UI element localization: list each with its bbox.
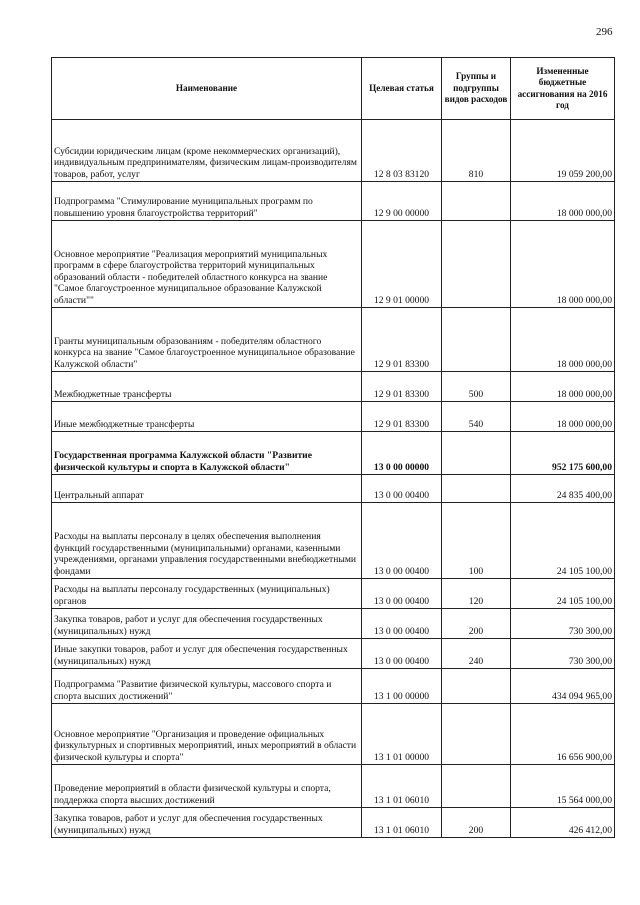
row-group: 500 <box>442 372 511 402</box>
table-row <box>52 639 615 669</box>
table-row <box>52 503 615 579</box>
row-code: 12 8 03 83120 <box>362 120 442 182</box>
row-name: Иные межбюджетные трансферты <box>52 402 362 432</box>
row-group: 100 <box>442 503 511 579</box>
table-row <box>52 475 615 503</box>
table-row <box>52 808 615 838</box>
row-amount: 426 412,00 <box>511 808 615 838</box>
row-amount: 15 564 000,00 <box>511 765 615 808</box>
page-number: 296 <box>596 26 613 38</box>
row-name: Основное мероприятие "Организация и проведение официальных физкультурных и спортивных мероприятий, иных мероприятий в области физической культуры и спорта" <box>52 704 362 765</box>
table-row <box>52 182 615 221</box>
table-row <box>52 704 615 765</box>
header-budget-amount: Измененные бюджетные ассигнования на 2016 год <box>511 58 615 120</box>
row-group <box>442 669 511 704</box>
row-group: 200 <box>442 808 511 838</box>
row-name: Иные закупки товаров, работ и услуг для обеспечения государственных (муниципальных) нужд <box>52 639 362 669</box>
table-header-row <box>52 58 615 120</box>
row-code: 13 0 00 00400 <box>362 503 442 579</box>
row-code: 12 9 01 83300 <box>362 402 442 432</box>
row-group <box>442 221 511 308</box>
row-amount: 730 300,00 <box>511 609 615 639</box>
row-amount: 24 105 100,00 <box>511 579 615 609</box>
row-amount: 18 000 000,00 <box>511 372 615 402</box>
row-code: 13 1 00 00000 <box>362 669 442 704</box>
row-code: 12 9 01 83300 <box>362 372 442 402</box>
row-code: 13 1 01 00000 <box>362 704 442 765</box>
row-group <box>442 308 511 372</box>
row-code: 13 0 00 00000 <box>362 432 442 475</box>
row-group: 810 <box>442 120 511 182</box>
row-amount: 18 000 000,00 <box>511 308 615 372</box>
row-code: 13 0 00 00400 <box>362 475 442 503</box>
row-name: Закупка товаров, работ и услуг для обеспечения государственных (муниципальных) нужд <box>52 609 362 639</box>
table-row <box>52 308 615 372</box>
table-row <box>52 765 615 808</box>
row-name: Проведение мероприятий в области физической культуры и спорта, поддержка спорта высших достижений <box>52 765 362 808</box>
header-expense-groups: Группы и подгруппы видов расходов <box>442 58 511 120</box>
row-amount: 18 000 000,00 <box>511 221 615 308</box>
budget-table <box>51 57 615 838</box>
row-group: 200 <box>442 609 511 639</box>
row-code: 13 1 01 06010 <box>362 765 442 808</box>
row-group: 120 <box>442 579 511 609</box>
row-amount: 434 094 965,00 <box>511 669 615 704</box>
table-row <box>52 609 615 639</box>
header-name: Наименование <box>52 58 362 120</box>
row-code: 12 9 00 00000 <box>362 182 442 221</box>
table-row <box>52 402 615 432</box>
row-name: Гранты муниципальным образованиям - победителям областного конкурса на звание "Самое благоустроенное муниципальное образование Калужской области" <box>52 308 362 372</box>
table-row <box>52 221 615 308</box>
row-group <box>442 432 511 475</box>
row-code: 12 9 01 00000 <box>362 221 442 308</box>
row-name: Подпрограмма "Стимулирование муниципальных программ по повышению уровня благоустройства территорий" <box>52 182 362 221</box>
row-name: Межбюджетные трансферты <box>52 372 362 402</box>
table-row <box>52 432 615 475</box>
table-row <box>52 372 615 402</box>
row-name: Подпрограмма "Развитие физической культуры, массового спорта и спорта высших достижений" <box>52 669 362 704</box>
row-code: 13 1 01 06010 <box>362 808 442 838</box>
row-name: Расходы на выплаты персоналу государственных (муниципальных) органов <box>52 579 362 609</box>
row-code: 12 9 01 83300 <box>362 308 442 372</box>
row-group: 240 <box>442 639 511 669</box>
row-name: Центральный аппарат <box>52 475 362 503</box>
row-amount: 952 175 600,00 <box>511 432 615 475</box>
row-code: 13 0 00 00400 <box>362 639 442 669</box>
row-amount: 24 835 400,00 <box>511 475 615 503</box>
row-amount: 24 105 100,00 <box>511 503 615 579</box>
table-row <box>52 579 615 609</box>
row-amount: 16 656 900,00 <box>511 704 615 765</box>
row-name: Закупка товаров, работ и услуг для обеспечения государственных (муниципальных) нужд <box>52 808 362 838</box>
row-name: Субсидии юридическим лицам (кроме некоммерческих организаций), индивидуальным предпринимателям, физическим лицам-производителям товаров, работ, услуг <box>52 120 362 182</box>
row-name: Основное мероприятие "Реализация мероприятий муниципальных программ в сфере благоустройства территорий муниципальных образований области - победителей областного конкурса на звание "Самое благоустроенное муниципальное образование Калужской области"" <box>52 221 362 308</box>
row-name: Расходы на выплаты персоналу в целях обеспечения выполнения функций государственными (муниципальными) органами, казенными учреждениями, органами управления государственными внебюджетными фондами <box>52 503 362 579</box>
row-amount: 730 300,00 <box>511 639 615 669</box>
table-row <box>52 669 615 704</box>
row-group <box>442 704 511 765</box>
row-amount: 18 000 000,00 <box>511 402 615 432</box>
table-row <box>52 120 615 182</box>
header-target-article: Целевая статья <box>362 58 442 120</box>
row-amount: 19 059 200,00 <box>511 120 615 182</box>
row-group <box>442 765 511 808</box>
row-group <box>442 475 511 503</box>
row-group <box>442 182 511 221</box>
row-group: 540 <box>442 402 511 432</box>
row-name: Государственная программа Калужской области "Развитие физической культуры и спорта в Калужской области" <box>52 432 362 475</box>
row-amount: 18 000 000,00 <box>511 182 615 221</box>
row-code: 13 0 00 00400 <box>362 609 442 639</box>
row-code: 13 0 00 00400 <box>362 579 442 609</box>
